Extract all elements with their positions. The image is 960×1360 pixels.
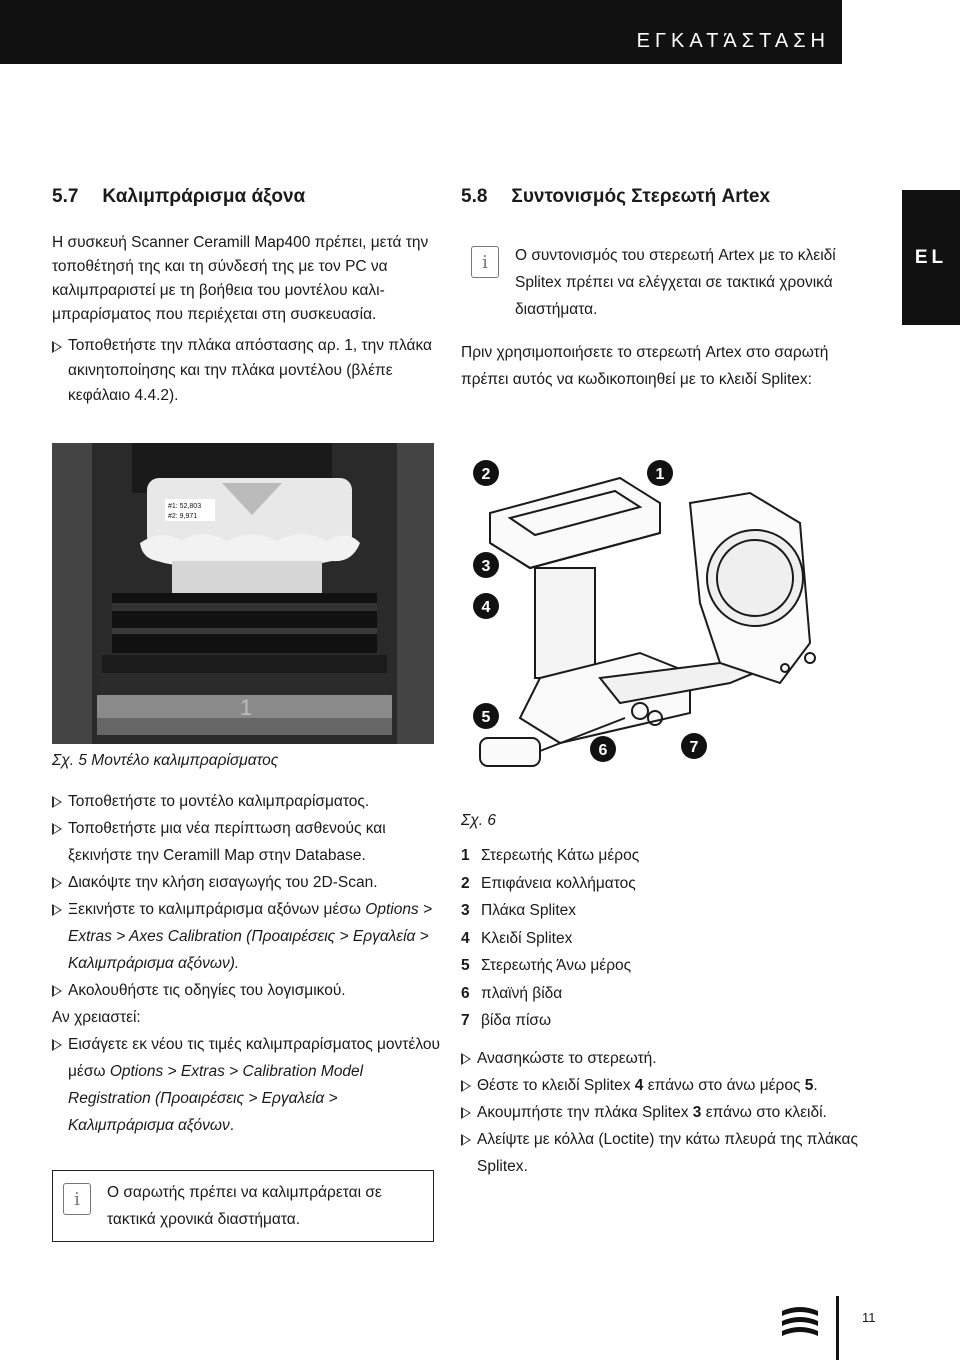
step-list [461, 1045, 881, 1180]
callout-5: 5 [481, 709, 491, 726]
list-item: Ξεκινήστε το καλιμπράρισμα αξόνων μέσω Options > Extras > Axes Calibration (Προαιρέσεις > Εργαλεία > Καλιμπράρισμα αξόνων). [52, 896, 447, 977]
list-item: Ανασηκώστε το στερεωτή. [461, 1045, 881, 1072]
list-item: Διακόψτε την κλήση εισαγωγής του 2D-Scan. [52, 869, 447, 896]
figure-caption: Σχ. 5 Μοντέλο καλιμπραρίσματος [52, 752, 279, 769]
left-column [52, 186, 442, 408]
list-item: Τοποθετήστε μια νέα περίπτωση ασθενούς και ξεκινήστε την Ceramill Map στην Database. [52, 815, 447, 869]
legend-item: 5 Στερεωτής Άνω μέρος [461, 957, 632, 974]
note-box-right [461, 242, 861, 323]
photo-label-line2: #2: 9,971 [168, 513, 198, 520]
section-heading-5-7 [52, 186, 442, 208]
legend-item: 2 Επιφάνεια κολλήματος [461, 874, 636, 892]
legend-item: 3 Πλάκα Splitex [461, 902, 577, 919]
note-text: Ο σαρωτής πρέπει να καλιμπράρεται σε τακτικά χρονικά διαστήματα. [107, 1184, 382, 1228]
footer-divider [836, 1296, 839, 1360]
intro-paragraph: Η συσκευή Scanner Ceramill Map400 πρέπει, μετά την τοποθέτησή της και τη σύνδεσή της με τον PC να καλιμπραριστεί με τη βοήθεια του μοντέλου καλι-μπραρίσματος που περιέχεται στη συσκευασία. [52, 234, 429, 323]
legend-item: 1 Στερεωτής Κάτω μέρος [461, 847, 640, 864]
photo-plate-number: 1 [240, 695, 253, 720]
step-list-2 [52, 1031, 447, 1139]
page-number: 11 [862, 1310, 876, 1325]
callout-1: 1 [655, 466, 665, 483]
brand-logo-icon [780, 1303, 820, 1343]
list-item: Ακουμπήστε την πλάκα Splitex 3 επάνω στο κλειδί. [461, 1099, 881, 1126]
right-lower [461, 812, 881, 1180]
bullet-text: Τοποθετήστε την πλάκα απόστασης αρ. 1, την πλάκα ακινητοποίησης και την πλάκα μοντέλου (βλέπε κεφάλαιο 4.4.2). [68, 337, 433, 404]
callout-3: 3 [481, 558, 491, 575]
callout-7: 7 [689, 739, 699, 756]
section-title: Συντονισμός Στερεωτή Artex [511, 186, 771, 207]
artex-fixture-diagram [460, 443, 900, 803]
chapter-title: ΕΓΚΑΤΆΣΤΑΣΗ [636, 30, 830, 52]
calibration-model-photo [52, 443, 434, 744]
callout-2: 2 [481, 466, 491, 483]
info-icon: i [471, 246, 499, 278]
list-item: Ακολουθήστε τις οδηγίες του λογισμικού. [52, 977, 447, 1004]
photo-illustration [52, 443, 434, 744]
list-item: Εισάγετε εκ νέου τις τιμές καλιμπραρίσματος μοντέλου μέσω Options > Extras > Calibration Model Registration (Προαιρέσεις > Εργαλεία > Καλιμπράρισμα αξόνων. [52, 1031, 447, 1139]
bullet-list [52, 333, 442, 408]
list-item: Τοποθετήστε το μοντέλο καλιμπραρίσματος. [52, 788, 447, 815]
right-column [461, 186, 861, 393]
legend-item: 6 πλαϊνή βίδα [461, 984, 563, 1002]
list-item: Θέστε το κλειδί Splitex 4 επάνω στο άνω μέρος 5. [461, 1072, 881, 1099]
section-number: 5.8 [461, 186, 488, 207]
section-title: Καλιμπράρισμα άξονα [102, 186, 306, 207]
figure-caption: Σχ. 6 [461, 812, 496, 829]
callout-4: 4 [481, 599, 491, 616]
list-item [52, 333, 442, 408]
intro-paragraph: Πριν χρησιμοποιήσετε το στερεωτή Artex στο σαρωτή πρέπει αυτός να κωδικοποιηθεί με το κλειδί Splitex: [461, 344, 829, 388]
fig5-caption-block [52, 752, 442, 770]
photo-label-line1: #1: 52,803 [168, 503, 202, 510]
section-heading-5-8 [461, 186, 861, 208]
legend-item: 4 Κλειδί Splitex [461, 929, 573, 947]
language-tab: EL [902, 190, 960, 325]
note-text: Ο συντονισμός του στερεωτή Artex με το κλειδί Splitex πρέπει να ελέγχεται σε τακτικά χρονικά διαστήματα. [515, 247, 836, 318]
legend-item: 7 βίδα πίσω [461, 1012, 552, 1029]
step-list [52, 788, 447, 1004]
left-steps [52, 788, 447, 1139]
section-number: 5.7 [52, 186, 79, 207]
legend-list [461, 842, 881, 1035]
info-icon: i [63, 1183, 91, 1215]
if-needed-label: Αν χρειαστεί: [52, 1009, 141, 1026]
header-bar [0, 0, 842, 64]
diagram-illustration [460, 443, 900, 803]
callout-6: 6 [598, 742, 608, 759]
note-box-left [52, 1170, 434, 1242]
list-item: Αλείψτε με κόλλα (Loctite) την κάτω πλευρά της πλάκας Splitex. [461, 1126, 881, 1180]
